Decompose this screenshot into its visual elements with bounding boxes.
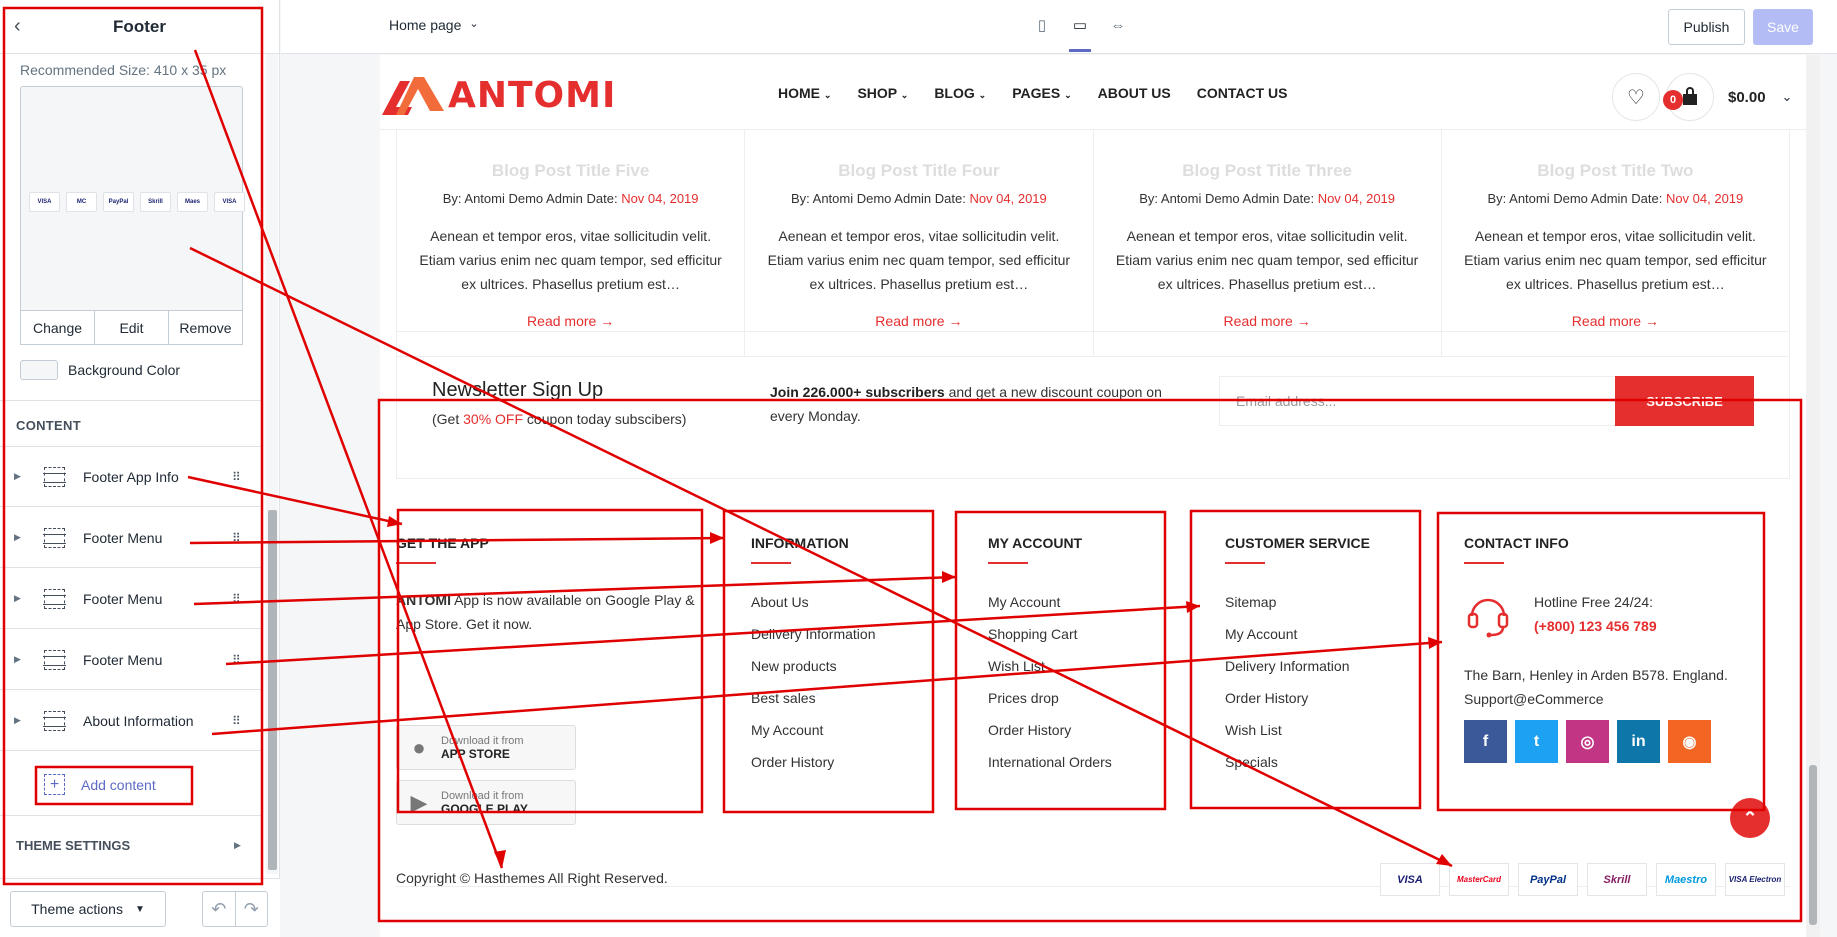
add-icon: +	[44, 774, 65, 795]
drag-handle-icon[interactable]: ⠿	[232, 713, 240, 728]
scrollbar-thumb[interactable]	[1809, 765, 1817, 925]
blog-date: Nov 04, 2019	[621, 191, 699, 206]
blog-card	[1442, 116, 1789, 356]
nav-item-home[interactable]: HOME ⌄	[778, 85, 832, 101]
content-item-label: About Information	[83, 712, 194, 729]
payment-visa-icon: VISA	[1380, 863, 1440, 896]
nav-item-about-us[interactable]: ABOUT US	[1097, 85, 1171, 101]
sidebar-header	[0, 0, 279, 54]
mini-payment-icon: VISA	[214, 192, 245, 212]
add-content-button[interactable]	[44, 774, 156, 795]
title-underline	[751, 562, 791, 564]
footer-link[interactable]: Wish List	[1225, 722, 1282, 738]
footer-link[interactable]: My Account	[988, 594, 1061, 610]
drag-handle-icon[interactable]: ⠿	[232, 591, 240, 606]
title-underline	[1464, 562, 1504, 564]
section-icon	[44, 589, 65, 609]
blog-excerpt: Aenean et tempor eros, vitae sollicitudin velit. Etiam varius enim nec quam tempor, sed efficitur ex ultrices. Phasellus pretium est…	[1464, 228, 1767, 292]
cart-count-badge: 0	[1663, 90, 1683, 110]
nav-item-contact-us[interactable]: CONTACT US	[1196, 85, 1288, 101]
scrollbar-thumb[interactable]	[268, 510, 277, 870]
drag-handle-icon[interactable]: ⠿	[232, 469, 240, 484]
hotline-number[interactable]: (+800) 123 456 789	[1534, 618, 1657, 634]
newsletter-section	[396, 331, 1790, 479]
back-arrow-icon[interactable]: ‹	[14, 15, 21, 37]
expand-arrow-icon[interactable]: ▶	[14, 715, 21, 725]
headset-icon	[1464, 590, 1512, 638]
theme-settings-toggle[interactable]: THEME SETTINGS	[16, 838, 131, 853]
page-selector[interactable]	[389, 17, 479, 33]
subscribe-button[interactable]: SUBSCRIBE	[1615, 376, 1754, 426]
blog-card	[1094, 116, 1442, 356]
undo-redo-group	[202, 891, 268, 927]
newsletter-title: Newsletter Sign Up	[432, 379, 604, 401]
payment-visa-electron-icon: VISA Electron	[1725, 863, 1785, 896]
linkedin-icon[interactable]: in	[1617, 720, 1660, 763]
sidebar-title: Footer	[113, 16, 166, 36]
mobile-view-icon[interactable]: ▯	[1037, 17, 1047, 34]
hotline-label: Hotline Free 24/24:	[1534, 594, 1654, 610]
footer-link[interactable]: Delivery Information	[751, 626, 876, 642]
blog-meta: By: Antomi Demo Admin Date: Nov 04, 2019	[1139, 191, 1396, 206]
section-icon	[44, 528, 65, 548]
google-play-button[interactable]: ▶ Download it from GOOGLE PLAY	[396, 780, 576, 825]
cart-bag-icon[interactable]	[1666, 73, 1714, 121]
nav-item-pages[interactable]: PAGES ⌄	[1012, 85, 1072, 101]
blog-meta: By: Antomi Demo Admin Date: Nov 04, 2019	[442, 191, 699, 206]
logo-text: ANTOMI	[448, 75, 617, 116]
footer-link[interactable]: My Account	[1225, 626, 1298, 642]
footer-link[interactable]: Prices drop	[988, 690, 1059, 706]
blog-row	[396, 115, 1790, 357]
blog-date: Nov 04, 2019	[1317, 191, 1396, 206]
mini-payment-icon: Maes	[177, 192, 208, 212]
background-color-label: Background Color	[68, 362, 181, 378]
redo-icon[interactable]: ↷	[243, 898, 259, 919]
mini-payment-icon: Skrill	[140, 192, 171, 212]
drag-handle-icon[interactable]: ⠿	[232, 652, 240, 667]
footer-column-title: CONTACT INFO	[1464, 535, 1569, 551]
site-logo[interactable]	[382, 75, 616, 116]
section-icon	[44, 711, 65, 731]
content-heading: CONTENT	[16, 418, 81, 433]
cart-total[interactable]: $0.00	[1728, 88, 1766, 106]
content-item-footer-menu[interactable]	[0, 569, 263, 629]
chevron-down-icon: ⌄	[469, 18, 479, 30]
main-nav	[778, 85, 1287, 101]
header-icons	[1612, 73, 1792, 121]
content-item-label: Footer Menu	[83, 651, 163, 668]
blog-title[interactable]: Blog Post Title Three	[1182, 161, 1352, 180]
section-icon	[44, 467, 65, 487]
chevron-down-icon: ⌄	[1064, 90, 1072, 100]
title-underline	[988, 562, 1028, 564]
blog-card	[397, 116, 745, 356]
newsletter-subtitle: (Get 30% OFF coupon today subscibers)	[432, 411, 687, 427]
footer-link[interactable]: Best sales	[751, 690, 816, 706]
device-switcher	[1031, 14, 1129, 52]
payment-strip-preview	[29, 192, 245, 212]
blog-title[interactable]: Blog Post Title Two	[1537, 161, 1694, 180]
footer-link[interactable]: My Account	[751, 722, 824, 738]
save-button[interactable]: Save	[1753, 9, 1813, 45]
image-preview[interactable]	[20, 86, 243, 344]
undo-icon[interactable]: ↶	[203, 892, 236, 926]
content-item-label: Footer Menu	[83, 590, 163, 607]
expand-arrow-icon[interactable]: ▶	[14, 532, 21, 542]
newsletter-description: Join 226.000+ subscribers and get a new discount coupon on every Monday.	[770, 384, 1162, 424]
payment-maestro-icon: Maestro	[1656, 863, 1716, 896]
nav-item-shop[interactable]: SHOP ⌄	[857, 85, 909, 101]
apple-icon: ●	[412, 734, 426, 760]
instagram-icon[interactable]: ◎	[1566, 720, 1609, 763]
sidebar-footer	[0, 878, 280, 937]
theme-actions-button[interactable]	[10, 891, 166, 927]
read-more-link[interactable]: Read more →	[1223, 313, 1311, 329]
site-footer	[396, 495, 1790, 905]
rss-icon[interactable]: ◉	[1668, 720, 1711, 763]
facebook-icon[interactable]: f	[1464, 720, 1507, 763]
change-image-button[interactable]: Change	[21, 311, 95, 344]
store-preview	[380, 55, 1806, 937]
blog-meta: By: Antomi Demo Admin Date: Nov 04, 2019	[1487, 191, 1744, 206]
content-item-label: Footer App Info	[83, 468, 179, 485]
publish-button[interactable]: Publish	[1668, 9, 1745, 45]
blog-date: Nov 04, 2019	[969, 191, 1047, 206]
footer-column-title: GET THE APP	[396, 535, 489, 551]
payment-mastercard-icon: MasterCard	[1449, 863, 1509, 896]
blog-card	[745, 116, 1093, 356]
divider	[0, 815, 263, 816]
fullwidth-view-icon[interactable]: ⇔	[1110, 16, 1126, 34]
payment-paypal-icon: PayPal	[1518, 863, 1578, 896]
theme-editor-sidebar	[0, 0, 280, 937]
chevron-down-icon: ⌄	[978, 90, 987, 100]
blog-excerpt: Aenean et tempor eros, vitae sollicitudin velit. Etiam varius enim nec quam tempor, sed efficitur ex ultrices. Phasellus pretium est…	[419, 228, 722, 292]
title-underline	[1225, 562, 1265, 564]
expand-arrow-icon[interactable]: ▶	[234, 840, 241, 850]
contact-address: The Barn, Henley in Arden B578. England. Support@eCommerce	[1464, 667, 1728, 707]
email-input[interactable]: Email address...	[1219, 376, 1619, 426]
read-more-link[interactable]: Read more →	[875, 313, 963, 329]
footer-link[interactable]: Shopping Cart	[988, 626, 1078, 642]
content-item-footer-app-info[interactable]	[0, 447, 263, 507]
preview-scrollbar[interactable]	[1806, 55, 1820, 937]
caret-down-icon: ▼	[134, 903, 145, 915]
footer-link[interactable]: Order History	[988, 722, 1072, 738]
content-item-about-information[interactable]	[0, 691, 263, 751]
mini-payment-icon: PayPal	[103, 192, 134, 212]
nav-item-blog[interactable]: BLOG ⌄	[934, 85, 987, 101]
footer-link[interactable]: Delivery Information	[1225, 658, 1350, 674]
footer-link[interactable]: New products	[751, 658, 837, 674]
footer-link[interactable]: About Us	[751, 594, 809, 610]
logo-mark-icon	[382, 77, 444, 115]
footer-link[interactable]: Order History	[751, 754, 835, 770]
app-store-button[interactable]: ● Download it from APP STORE	[396, 725, 576, 770]
page-select-label: Home page	[389, 17, 462, 33]
footer-column-title: INFORMATION	[751, 535, 849, 551]
remove-image-button[interactable]: Remove	[179, 319, 232, 336]
footer-links	[751, 590, 876, 782]
site-header	[380, 55, 1806, 130]
read-more-link[interactable]: Read more →	[527, 313, 615, 329]
color-swatch[interactable]	[20, 360, 58, 380]
edit-image-button[interactable]: Edit	[95, 311, 169, 344]
footer-link[interactable]: International Orders	[988, 754, 1112, 770]
theme-actions-label: Theme actions	[31, 901, 123, 917]
footer-link[interactable]: Order History	[1225, 690, 1309, 706]
expand-arrow-icon[interactable]: ▶	[14, 593, 21, 603]
recommended-size-text: Recommended Size: 410 x 35 px	[20, 62, 227, 78]
footer-column-title: MY ACCOUNT	[988, 535, 1083, 551]
content-item-footer-menu[interactable]	[0, 630, 263, 690]
mini-payment-icon: MC	[66, 192, 97, 212]
background-color-setting[interactable]	[20, 360, 180, 380]
add-content-label: Add content	[81, 776, 156, 793]
mini-payment-icon: VISA	[29, 192, 60, 212]
blog-title[interactable]: Blog Post Title Five	[491, 161, 650, 180]
footer-column-title: CUSTOMER SERVICE	[1225, 535, 1370, 551]
blog-date: Nov 04, 2019	[1665, 191, 1744, 206]
drag-handle-icon[interactable]: ⠿	[232, 530, 240, 545]
blog-meta: By: Antomi Demo Admin Date: Nov 04, 2019	[790, 191, 1047, 206]
footer-links	[988, 590, 1112, 782]
blog-excerpt: Aenean et tempor eros, vitae sollicitudin velit. Etiam varius enim nec quam tempor, sed efficitur ex ultrices. Phasellus pretium est…	[767, 228, 1071, 292]
expand-arrow-icon[interactable]: ▶	[14, 654, 21, 664]
chevron-down-icon: ⌄	[900, 90, 909, 100]
desktop-view-icon[interactable]: ▭	[1069, 14, 1091, 52]
title-underline	[396, 562, 436, 564]
read-more-link[interactable]: Read more →	[1571, 313, 1659, 329]
content-item-footer-menu[interactable]	[0, 508, 263, 568]
chevron-down-icon[interactable]: ⌄	[1781, 89, 1793, 104]
editor-topbar	[281, 0, 1837, 54]
twitter-icon[interactable]: t	[1515, 720, 1558, 763]
chevron-down-icon: ⌄	[823, 90, 832, 100]
image-buttons	[20, 310, 243, 345]
expand-arrow-icon[interactable]: ▶	[14, 471, 21, 481]
blog-title[interactable]: Blog Post Title Four	[838, 161, 1000, 180]
section-icon	[44, 650, 65, 670]
payment-methods	[1380, 863, 1785, 896]
copyright-text: Copyright © Hasthemes All Right Reserved.	[396, 870, 668, 886]
footer-link[interactable]: Specials	[1225, 754, 1278, 770]
blog-excerpt: Aenean et tempor eros, vitae sollicitudin velit. Etiam varius enim nec quam tempor, sed efficitur ex ultrices. Phasellus pretium est…	[1115, 228, 1419, 292]
app-text: ANTOMI App is now available on Google Play & App Store. Get it now.	[396, 592, 695, 632]
play-icon: ▶	[410, 789, 428, 815]
footer-links	[1225, 590, 1350, 782]
back-to-top-button[interactable]: ⌃	[1730, 798, 1770, 838]
sidebar-scrollbar[interactable]	[266, 54, 278, 874]
social-links	[1464, 720, 1711, 763]
content-item-label: Footer Menu	[83, 529, 163, 546]
payment-skrill-icon: Skrill	[1587, 863, 1647, 896]
wishlist-heart-icon[interactable]: ♡	[1612, 73, 1660, 121]
footer-link[interactable]: Sitemap	[1225, 594, 1277, 610]
footer-link[interactable]: Wish List	[988, 658, 1045, 674]
divider	[0, 400, 263, 401]
